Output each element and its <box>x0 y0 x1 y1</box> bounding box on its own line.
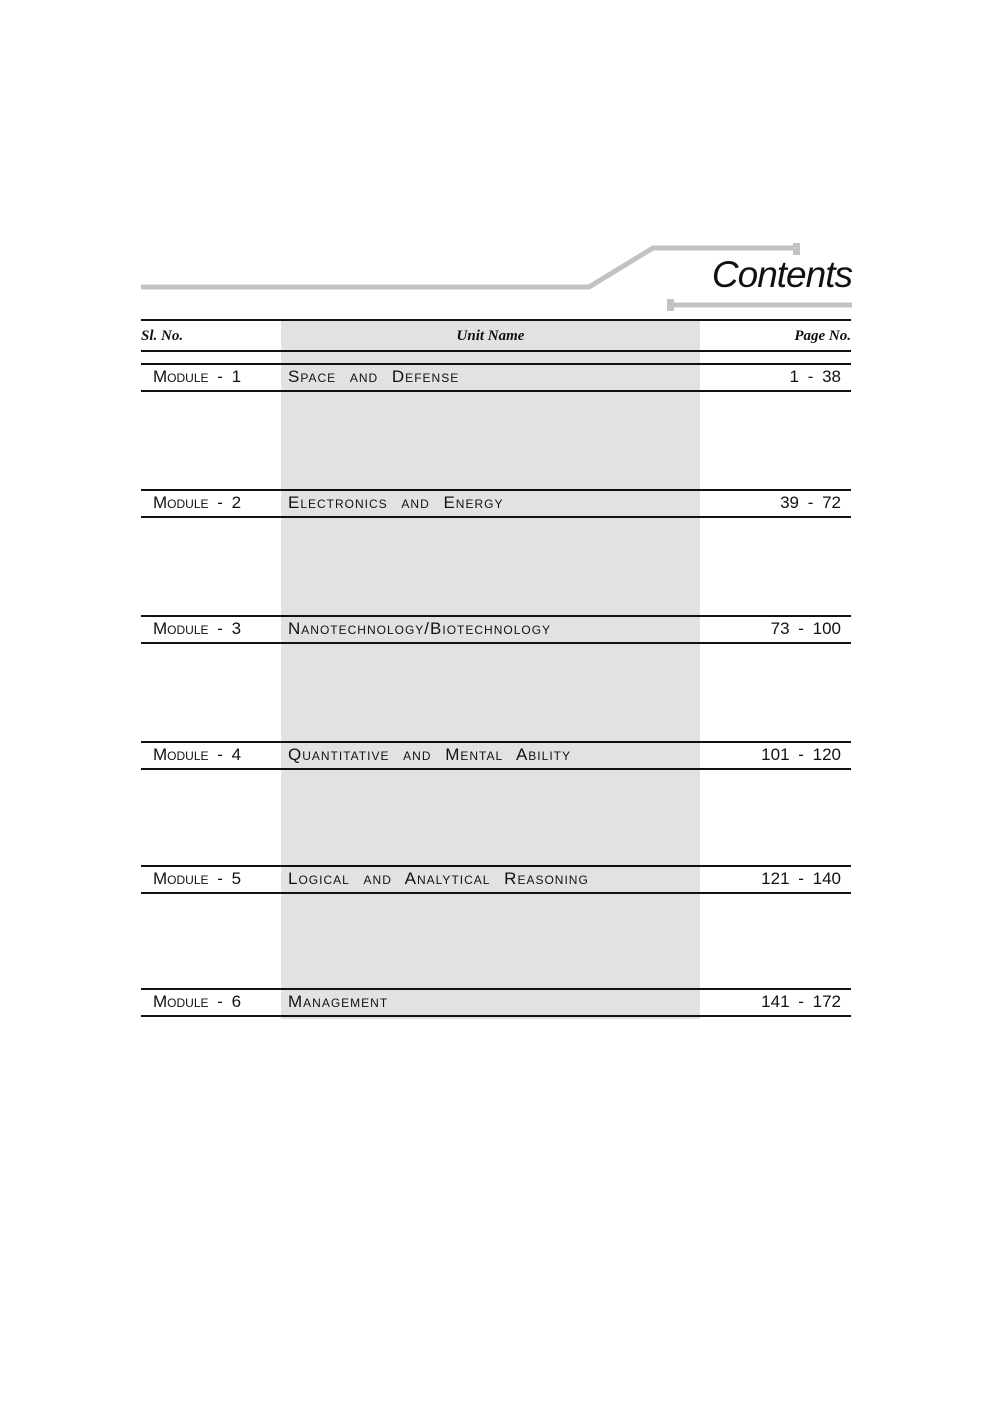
rule-row-bottom <box>141 1015 851 1017</box>
page-range: 39 - 72 <box>780 493 841 512</box>
rule-header-bottom <box>141 350 851 352</box>
decorative-line-top <box>141 248 796 287</box>
unit-name: Electronics and Energy <box>288 493 504 512</box>
unit-name: Management <box>288 992 389 1011</box>
page-range: 141 - 172 <box>761 992 841 1011</box>
module-number: Module - 6 <box>153 992 242 1011</box>
table-row[interactable] <box>141 866 851 892</box>
unit-name: Nanotechnology/Biotechnology <box>288 619 552 638</box>
unit-name: Space and Defense <box>288 367 460 386</box>
contents-table <box>141 319 851 1019</box>
header-page-no: Page No. <box>794 328 851 344</box>
module-number: Module - 4 <box>153 745 242 764</box>
rule-row-bottom <box>141 642 851 644</box>
unit-column-shade <box>281 319 700 1019</box>
page-range: 101 - 120 <box>761 745 841 764</box>
module-number: Module - 1 <box>153 367 242 386</box>
unit-name: Logical and Analytical Reasoning <box>288 869 589 888</box>
decorative-line-cap-bottom <box>667 299 674 311</box>
rule-row-bottom <box>141 516 851 518</box>
module-number: Module - 5 <box>153 869 242 888</box>
table-header <box>141 323 851 351</box>
table-row[interactable] <box>141 490 851 516</box>
unit-name: Quantitative and Mental Ability <box>288 745 571 764</box>
module-number: Module - 2 <box>153 493 242 512</box>
rule-header-top <box>141 319 851 321</box>
table-row[interactable] <box>141 364 851 390</box>
page-range: 1 - 38 <box>789 367 841 386</box>
rule-row-bottom <box>141 390 851 392</box>
rule-row-bottom <box>141 892 851 894</box>
module-number: Module - 3 <box>153 619 242 638</box>
header-unit-name: Unit Name <box>456 328 525 344</box>
table-row[interactable] <box>141 616 851 642</box>
rule-row-bottom <box>141 768 851 770</box>
table-row[interactable] <box>141 742 851 768</box>
header-sl-no: Sl. No. <box>141 328 184 344</box>
page-range: 73 - 100 <box>770 619 841 638</box>
table-row[interactable] <box>141 989 851 1015</box>
page-range: 121 - 140 <box>761 869 841 888</box>
page-title: Contents <box>711 254 852 295</box>
